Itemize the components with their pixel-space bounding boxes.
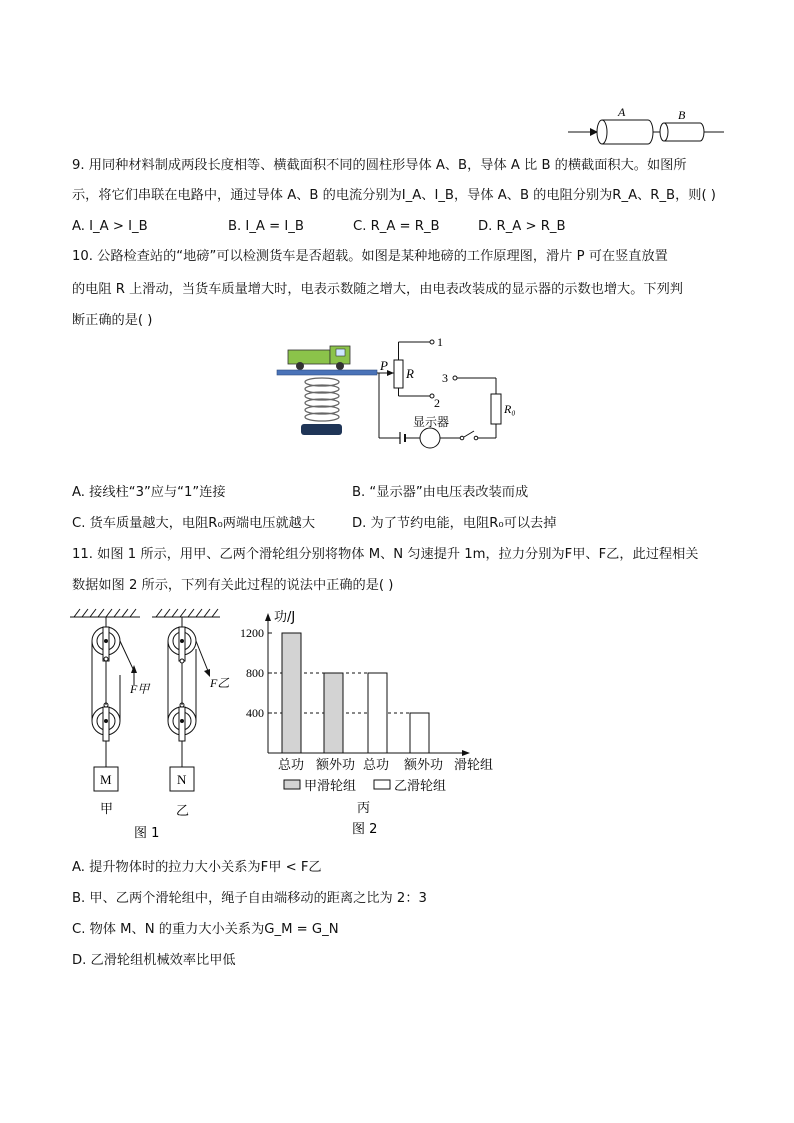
q10-weighbridge-figure (270, 332, 516, 450)
label-jia: 甲 (100, 802, 114, 817)
truck-icon (288, 346, 350, 370)
label-n: N (177, 772, 187, 787)
label-b: B (678, 108, 686, 122)
q11-work-chart (232, 605, 512, 845)
q10-option-a[interactable]: A. 接线柱“3”应与“1”连接 (72, 485, 226, 500)
figure1-caption: 图 1 (134, 826, 160, 841)
q11-option-a[interactable]: A. 提升物体时的拉力大小关系为F甲 < F乙 (72, 860, 322, 875)
chart-subtitle: 丙 (357, 801, 371, 816)
label-display: 显示器 (413, 415, 450, 429)
label-terminal-2: 2 (434, 396, 440, 410)
q9-option-d[interactable]: D. R_A > R_B (478, 219, 566, 234)
legend-swatch-yi (374, 780, 390, 789)
label-r: R (406, 366, 414, 381)
label-r0: R₀ (504, 402, 516, 416)
legend-yi: 乙滑轮组 (394, 779, 447, 794)
legend-swatch-jia (284, 780, 300, 789)
q10-stem-line2: 的电阻 R 上滑动，当货车质量增大时，电表示数随之增大，由电表改装成的显示器的示数也增大。下列判 (72, 282, 683, 297)
bar-jia-1 (324, 673, 343, 753)
q9-option-a[interactable]: A. I_A > I_B (72, 219, 148, 234)
q11-option-b[interactable]: B. 甲、乙两个滑轮组中，绳子自由端移动的距离之比为 2：3 (72, 891, 427, 906)
q11-option-d[interactable]: D. 乙滑轮组机械效率比甲低 (72, 953, 236, 968)
label-f-yi: F乙 (210, 676, 230, 690)
pulley-yi (168, 617, 208, 791)
label-a: A (618, 105, 626, 119)
x-category-2: 总功 (363, 758, 390, 773)
x-category-1: 额外功 (316, 758, 356, 773)
q10-option-b[interactable]: B. “显示器”由电压表改装而成 (352, 485, 529, 500)
y-tick-label: 400 (246, 706, 264, 720)
q10-stem-line3: 断正确的是( ) (72, 313, 153, 328)
q9-option-c[interactable]: C. R_A = R_B (353, 219, 440, 234)
label-f-jia: F甲 (130, 682, 150, 696)
spring-icon (305, 378, 339, 421)
bar-yi-0 (368, 673, 387, 753)
bar-jia-0 (282, 633, 301, 753)
y-axis-label: 功/J (274, 610, 296, 625)
q11-stem-line1: 11. 如图 1 所示，用甲、乙两个滑轮组分别将物体 M、N 匀速提升 1m，拉力分别为F甲、F乙，此过程相关 (72, 547, 699, 562)
label-terminal-1: 1 (437, 335, 443, 349)
q9-option-b[interactable]: B. I_A = I_B (228, 219, 304, 234)
q10-stem-line1: 10. 公路检查站的“地磅”可以检测货车是否超载。如图是某种地磅的工作原理图，滑片 P 可在竖直放置 (72, 249, 668, 264)
x-category-3: 额外功 (404, 758, 444, 773)
q9-stem-line2: 示，将它们串联在电路中，通过导体 A、B 的电流分别为I_A、I_B，导体 A、B 的电阻分别为R_A、R_B，则( ) (72, 188, 716, 203)
pulley-jia (92, 617, 134, 791)
label-terminal-3: 3 (442, 371, 448, 385)
q10-option-d[interactable]: D. 为了节约电能，电阻R₀可以去掉 (352, 516, 557, 531)
chart-caption: 图 2 (352, 822, 378, 837)
q9-stem-line1: 9. 用同种材料制成两段长度相等、横截面积不同的圆柱形导体 A、B，导体 A 比 B 的横截面积大。如图所 (72, 158, 687, 173)
bar-yi-1 (410, 713, 429, 753)
q11-option-c[interactable]: C. 物体 M、N 的重力大小关系为G_M = G_N (72, 922, 339, 937)
y-tick-label: 1200 (240, 626, 264, 640)
q10-option-c[interactable]: C. 货车质量越大，电阻R₀两端电压就越大 (72, 516, 316, 531)
label-yi: 乙 (176, 804, 190, 819)
y-tick-label: 800 (246, 666, 264, 680)
q11-pulley-figure (70, 605, 230, 845)
x-category-0: 总功 (278, 758, 305, 773)
label-p: P (380, 358, 388, 373)
q9-conductor-figure (560, 104, 730, 154)
label-m: M (100, 772, 112, 787)
x-axis-label: 滑轮组 (454, 758, 494, 773)
legend-jia: 甲滑轮组 (304, 779, 357, 794)
q11-stem-line2: 数据如图 2 所示，下列有关此过程的说法中正确的是( ) (72, 578, 394, 593)
